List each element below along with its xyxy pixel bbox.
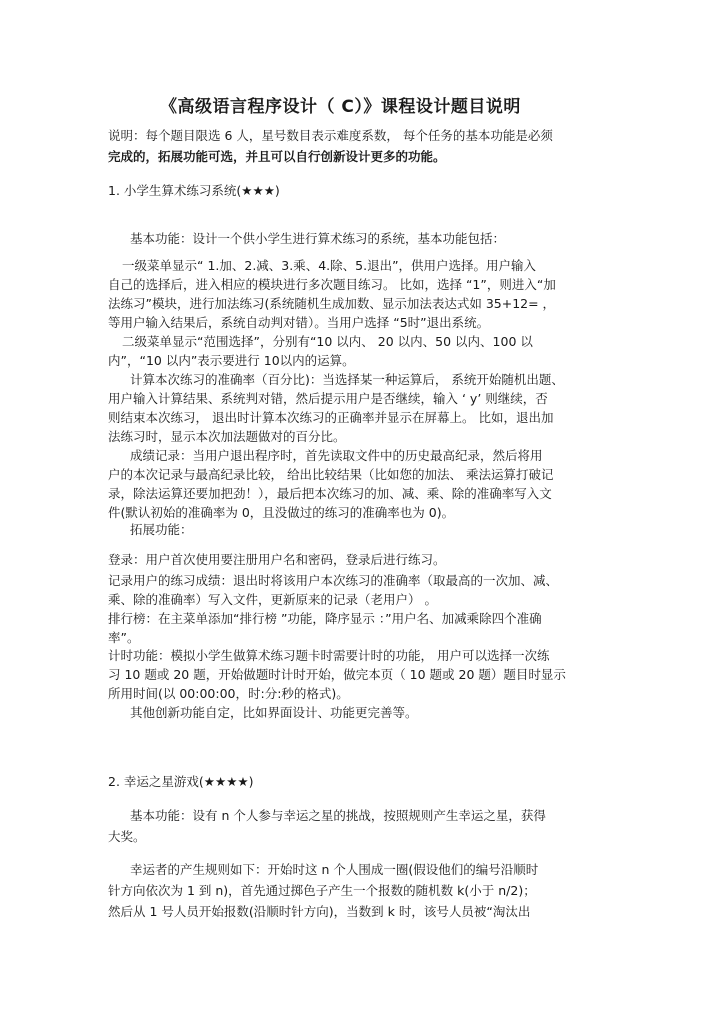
rule-line: 幸运者的产生规则如下：开始时这 n 个人围成一圈(假设他们的编号沿顺时 — [130, 862, 539, 877]
extension-line: 记录用户的练习成绩：退出时将该用户本次练习的准确率（取最高的一次加、减、 — [108, 573, 559, 588]
rule-line: 然后从 1 号人员开始报数(沿顺时针方向)，当数到 k 时，该号人员被“淘汰出 — [108, 904, 531, 919]
section-1-basic: 基本功能：设计一个供小学生进行算术练习的系统，基本功能包括： — [130, 231, 506, 246]
rate-line: 计算本次练习的准确率（百分比)：当选择某一种运算后， 系统开始随机出题、 — [130, 372, 564, 387]
section-2-heading: 2. 幸运之星游戏(★★★★) — [108, 774, 254, 789]
menu2-line: 内”，“10 以内”表示要进行 10以内的运算。 — [108, 353, 355, 368]
record-line: 户的本次记录与最高纪录比较， 给出比较结果（比如您的加法、 乘法运算打破记 — [108, 467, 554, 482]
intro-line: 完成的，拓展功能可选，并且可以自行创新设计更多的功能。 — [108, 149, 446, 164]
record-line: 录，除法运算还要加把劲！），最后把本次练习的加、减、乘、除的准确率写入文 — [108, 486, 552, 501]
menu2-line: 二级菜单显示“范围选择”，分别有“10 以内、 20 以内、50 以内、100 以 — [122, 334, 533, 349]
rate-line: 法练习时，显示本次加法题做对的百分比。 — [108, 429, 346, 444]
section-2-basic: 基本功能：设有 n 个人参与幸运之星的挑战，按照规则产生幸运之星，获得 — [130, 808, 546, 823]
rate-line: 用户输入计算结果、系统判对错，然后提示用户是否继续，输入 ‘ y’ 则继续，否 — [108, 391, 548, 406]
extension-line: 率”。 — [108, 630, 140, 645]
extension-line: 计时功能：模拟小学生做算术练习题卡时需要计时的功能， 用户可以选择一次练 — [108, 648, 550, 663]
other-features: 其他创新功能自定，比如界面设计、功能更完善等。 — [130, 705, 418, 720]
record-line: 成绩记录：当用户退出程序时，首先读取文件中的历史最高纪录，然后将用 — [130, 448, 543, 463]
menu1-line: 法练习”模块，进行加法练习(系统随机生成加数、显示加法表达式如 35+12= ， — [108, 296, 556, 311]
record-line: 件(默认初始的准确率为 0，且没做过的练习的准确率也为 0)。 — [108, 505, 455, 520]
extension-line: 习 10 题或 20 题，开始做题时计时开始，做完本页（ 10 题或 20 题）题目时显示 — [108, 667, 566, 682]
rule-line: 针方向依次为 1 到 n)，首先通过掷色子产生一个报数的随机数 k(小于 n/2)； — [108, 883, 536, 898]
section-2-basic: 大奖。 — [108, 829, 146, 844]
menu1-line: 一级菜单显示“ 1.加、2.减、3.乘、4.除、5.退出”，供用户选择。用户输入 — [122, 258, 537, 273]
menu1-line: 自己的选择后，进入相应的模块进行多次题目练习。 比如，选择 “1”，则进入“加 — [108, 277, 556, 292]
extension-line: 所用时间(以 00:00:00，时:分:秒的格式)。 — [108, 686, 349, 701]
extension-line: 乘、除的准确率）写入文件，更新原来的记录（老用户） 。 — [108, 592, 437, 607]
rate-line: 则结束本次练习， 退出时计算本次练习的正确率并显示在屏幕上。 比如，退出加 — [108, 410, 554, 425]
intro-line: 说明：每个题目限选 6 人，星号数目表示难度系数， 每个任务的基本功能是必须 — [108, 128, 553, 143]
section-1-heading: 1. 小学生算术练习系统(★★★) — [108, 183, 280, 198]
document-title: 《高级语言程序设计（ C）》课程设计题目说明 — [160, 97, 521, 117]
extension-line: 登录：用户首次使用要注册用户名和密码，登录后进行练习。 — [108, 552, 446, 567]
extension-label: 拓展功能： — [130, 522, 193, 537]
extension-line: 排行榜：在主菜单添加“排行榜 ”功能，降序显示 ：”用户名、加减乘除四个准确 — [108, 611, 542, 626]
menu1-line: 等用户输入结果后，系统自动判对错）。当用户选择 “5时”退出系统。 — [108, 315, 490, 330]
